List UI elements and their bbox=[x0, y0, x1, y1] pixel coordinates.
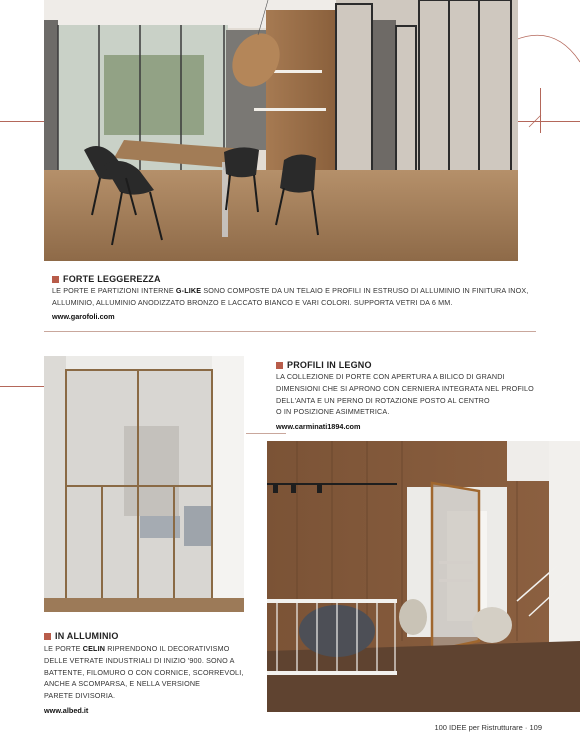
description-line: BATTENTE, FILOMURO O CON CORNICE, SCORREVOLI, bbox=[44, 667, 244, 677]
heading-text: IN ALLUMINIO bbox=[55, 631, 119, 641]
brand-name: CELIN bbox=[82, 644, 106, 653]
description-celin bbox=[44, 643, 266, 702]
description-g-like bbox=[52, 285, 532, 309]
link-albed[interactable]: www.albed.it bbox=[44, 706, 89, 715]
accent-square bbox=[44, 633, 51, 640]
link-carminati[interactable]: www.carminati1894.com bbox=[276, 422, 361, 431]
page-footer: 100 IDEE per Ristrutturare · 109 bbox=[434, 723, 542, 732]
decorative-arc bbox=[515, 22, 580, 82]
photo-wood-pivot-door bbox=[267, 441, 580, 712]
description-line: PARETE DIVISORIA. bbox=[44, 691, 116, 701]
heading-text: FORTE LEGGEREZZA bbox=[63, 274, 161, 284]
description-line: DIMENSIONI CHE SI APRONO CON CERNIERA INTEGRATA NEL PROFILO bbox=[276, 383, 534, 393]
accent-square bbox=[276, 362, 283, 369]
decorative-rule-top-left bbox=[0, 121, 44, 122]
description-line: LE PORTE CELIN RIPRENDONO IL DECORATIVISMO bbox=[44, 644, 230, 653]
heading-forte-leggerezza bbox=[52, 274, 161, 284]
description-line: ALLUMINIO, ALLUMINIO ANODIZZATO BRONZO E LACCATO BIANCO E VARI COLORI. SUPPORTA VETRI DA 6 MM. bbox=[52, 297, 453, 307]
heading-in-alluminio bbox=[44, 631, 119, 641]
heading-profili-in-legno bbox=[276, 360, 372, 370]
heading-text: PROFILI IN LEGNO bbox=[287, 360, 372, 370]
decorative-cross bbox=[527, 113, 543, 129]
description-wood-pivot-doors bbox=[276, 371, 566, 418]
description-line: O IN POSIZIONE ASIMMETRICA. bbox=[276, 407, 390, 417]
description-line: LA COLLEZIONE DI PORTE CON APERTURA A BILICO DI GRANDI bbox=[276, 372, 505, 381]
decorative-rule-mid-left bbox=[0, 386, 44, 387]
decorative-rule-mid-right bbox=[246, 433, 286, 434]
description-line: ANCHE A SCOMPARSA, E NELLA VERSIONE bbox=[44, 679, 201, 689]
description-line: LE PORTE E PARTIZIONI INTERNE G-LIKE SONO COMPOSTE DA UN TELAIO E PROFILI IN ESTRUSO DI ALLUMINIO IN FINITURA INOX, bbox=[52, 286, 529, 295]
photo-dining-room-glass-partitions bbox=[44, 0, 518, 261]
photo-aluminium-glass-door bbox=[44, 356, 244, 612]
brand-name: G-LIKE bbox=[175, 286, 202, 295]
link-garofoli[interactable]: www.garofoli.com bbox=[52, 312, 115, 321]
description-line: DELLE VETRATE INDUSTRIALI DI INIZIO '900. SONO A bbox=[44, 655, 235, 665]
section-divider-rule bbox=[44, 331, 536, 332]
description-line: DELL'ANTA E UN PERNO DI ROTAZIONE POSTO AL CENTRO bbox=[276, 395, 490, 405]
accent-square bbox=[52, 276, 59, 283]
